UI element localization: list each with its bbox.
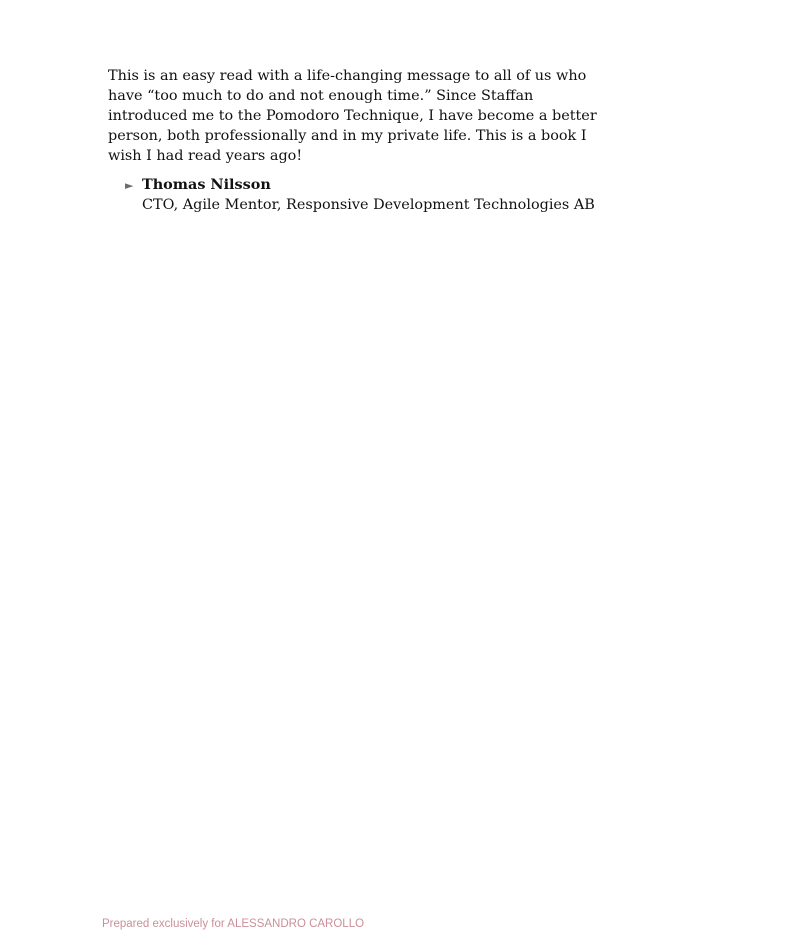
testimonial-quote: This is an easy read with a life-changing message to all of us who have “too much to do and not enough time.” Since Staffan introduced me to the Pomodoro Technique, I have become a better person, both professionally and in my private life. This is a book I wish I had read years ago!: [108, 68, 597, 164]
testimonial-attribution: [125, 175, 605, 215]
bullet-arrow-icon: ►: [125, 179, 134, 192]
author-name: Thomas Nilsson: [142, 176, 271, 193]
author-role: CTO, Agile Mentor, Responsive Development Technologies AB: [142, 197, 595, 213]
attribution-text: [142, 175, 605, 215]
watermark-footer: Prepared exclusively for ALESSANDRO CAROLLO: [102, 918, 365, 930]
